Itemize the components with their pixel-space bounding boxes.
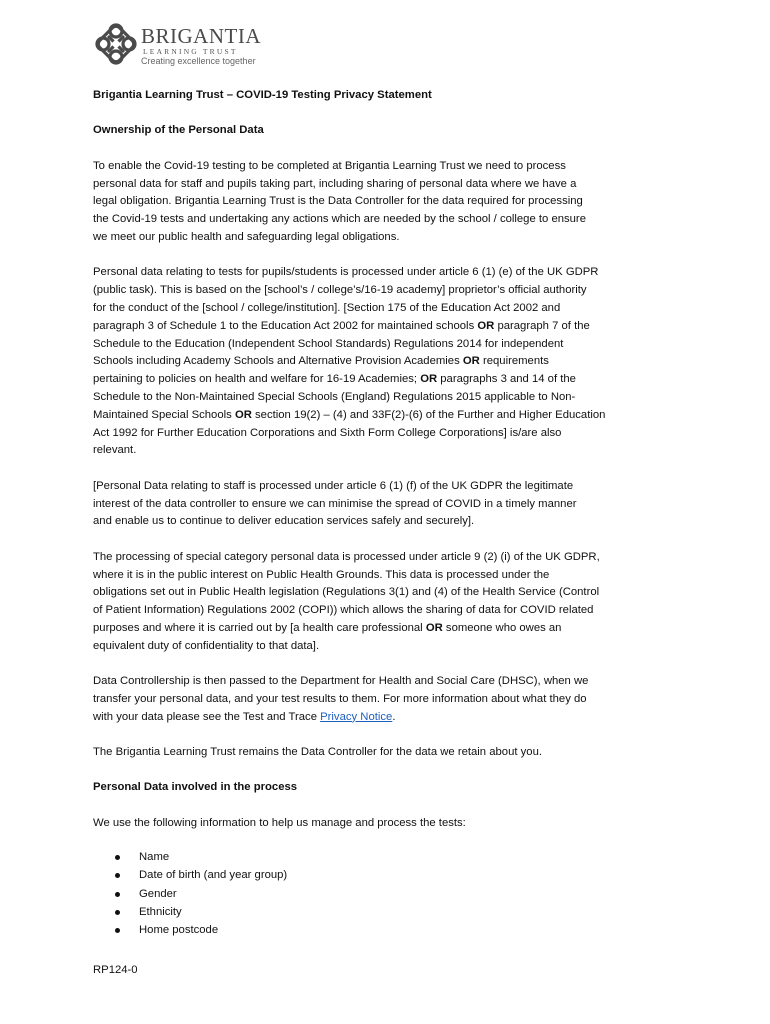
list-item-text: Ethnicity: [139, 905, 182, 918]
logo-name: BRIGANTIA: [141, 24, 261, 48]
list-item-text: Home postcode: [139, 924, 219, 937]
list-item: [93, 921, 683, 939]
or-emphasis: OR: [477, 319, 495, 332]
paragraph-information-used: We use the following information to help us manage and process the tests:: [93, 816, 466, 829]
list-item-text: Name: [139, 851, 170, 864]
paragraph-lawful-basis-pupils: [93, 264, 683, 460]
privacy-notice-link[interactable]: Privacy Notice: [320, 710, 393, 723]
text-segment: requirements pertaining to policies on health and welfare for 16-19 Academies;: [93, 355, 549, 386]
or-emphasis: OR: [234, 408, 252, 421]
paragraph-lawful-basis-staff: [Personal Data relating to staff is processed under article 6 (1) (f) of the UK GDPR the legitimate interest of the data controller to ensure we can minimise the spread of COVID in a timely manner and enable us to continue to deliver education services safely and securely].: [93, 479, 577, 528]
bullet-icon: [115, 892, 120, 897]
or-emphasis: OR: [425, 621, 443, 634]
heading-personal-data: Personal Data involved in the process: [93, 781, 298, 794]
personal-data-list: [93, 848, 683, 939]
or-emphasis: OR: [420, 373, 438, 386]
document-reference: RP124-0: [93, 964, 138, 976]
text-segment: someone who owes an equivalent duty of confidentiality to that data].: [93, 621, 562, 652]
bullet-icon: [115, 873, 120, 878]
list-item: [93, 848, 683, 866]
list-item: [93, 885, 683, 903]
list-item-text: Date of birth (and year group): [139, 869, 288, 882]
text-segment: paragraphs 3 and 14 of the Schedule to the Non-Maintained Special Schools (England) Regulations 2015 applicable to Non- Maintained Special Schools: [93, 373, 576, 421]
bullet-icon: [115, 928, 120, 933]
document-body: [93, 87, 683, 939]
document-title: Brigantia Learning Trust – COVID-19 Testing Privacy Statement: [93, 89, 432, 101]
paragraph-data-controller: The Brigantia Learning Trust remains the Data Controller for the data we retain about you.: [93, 746, 542, 759]
paragraph-special-category: [93, 549, 683, 656]
paragraph-ownership: To enable the Covid-19 testing to be completed at Brigantia Learning Trust we need to process personal data for staff and pupils taking part, including sharing of personal data where we have a legal obligation. Brigantia Learning Trust is the Data Controller for the data required for processing the Covid-19 tests and undertaking any actions which are needed by the school / college to ensure we meet our public health and safeguarding legal obligations.: [93, 159, 586, 243]
celtic-knot-icon: [94, 22, 138, 66]
or-emphasis: OR: [462, 355, 480, 368]
text-segment: The processing of special category personal data is processed under article 9 (2) (i) of the UK GDPR, where it is in the public interest on Public Health Grounds. This data is processed under the obligations set out in Public Health legislation (Regulations 3(1) and (4) of the Health Service (Control of Patient Information) Regulations 2002 (COPI)) which allows the sharing of data for COVID related purposes and where it is carried out by [a health care professional: [93, 550, 600, 634]
logo-tagline: Creating excellence together: [141, 56, 256, 66]
list-item: [93, 866, 683, 884]
bullet-icon: [115, 910, 120, 915]
heading-ownership: Ownership of the Personal Data: [93, 124, 264, 137]
text-segment: Personal data relating to tests for pupils/students is processed under article 6 (1) (e) of the UK GDPR (public task). This is based on the [school’s / college’s/16-19 academy] proprietor’s official authority for the conduct of the [school / college/institution]. [Section 175 of the Education Act 2002 and paragraph 3 of Schedule 1 to the Education Act 2002 for maintained schools: [93, 266, 599, 332]
text-segment: section 19(2) – (4) and 33F(2)-(6) of the Further and Higher Education Act 1992 for Further Education Corporations and Sixth Form College Corporations] is/are also relevant.: [93, 408, 606, 457]
bullet-icon: [115, 855, 120, 860]
text-segment: paragraph 7 of the Schedule to the Education (Independent School Standards) Regulations 2014 for independent Schools including Academy Schools and Alternative Provision Academies: [93, 319, 590, 368]
list-item-text: Gender: [139, 887, 177, 900]
list-item: [93, 903, 683, 921]
text-segment: .: [392, 710, 396, 723]
paragraph-dhsc: [93, 673, 683, 726]
brigantia-logo: [94, 22, 274, 68]
logo-subtitle: LEARNING TRUST: [143, 47, 238, 56]
text-segment: Data Controllership is then passed to the Department for Health and Social Care (DHSC), when we transfer your personal data, and your test results to them. For more information about what they do with your data please see the Test and Trace: [93, 675, 589, 723]
